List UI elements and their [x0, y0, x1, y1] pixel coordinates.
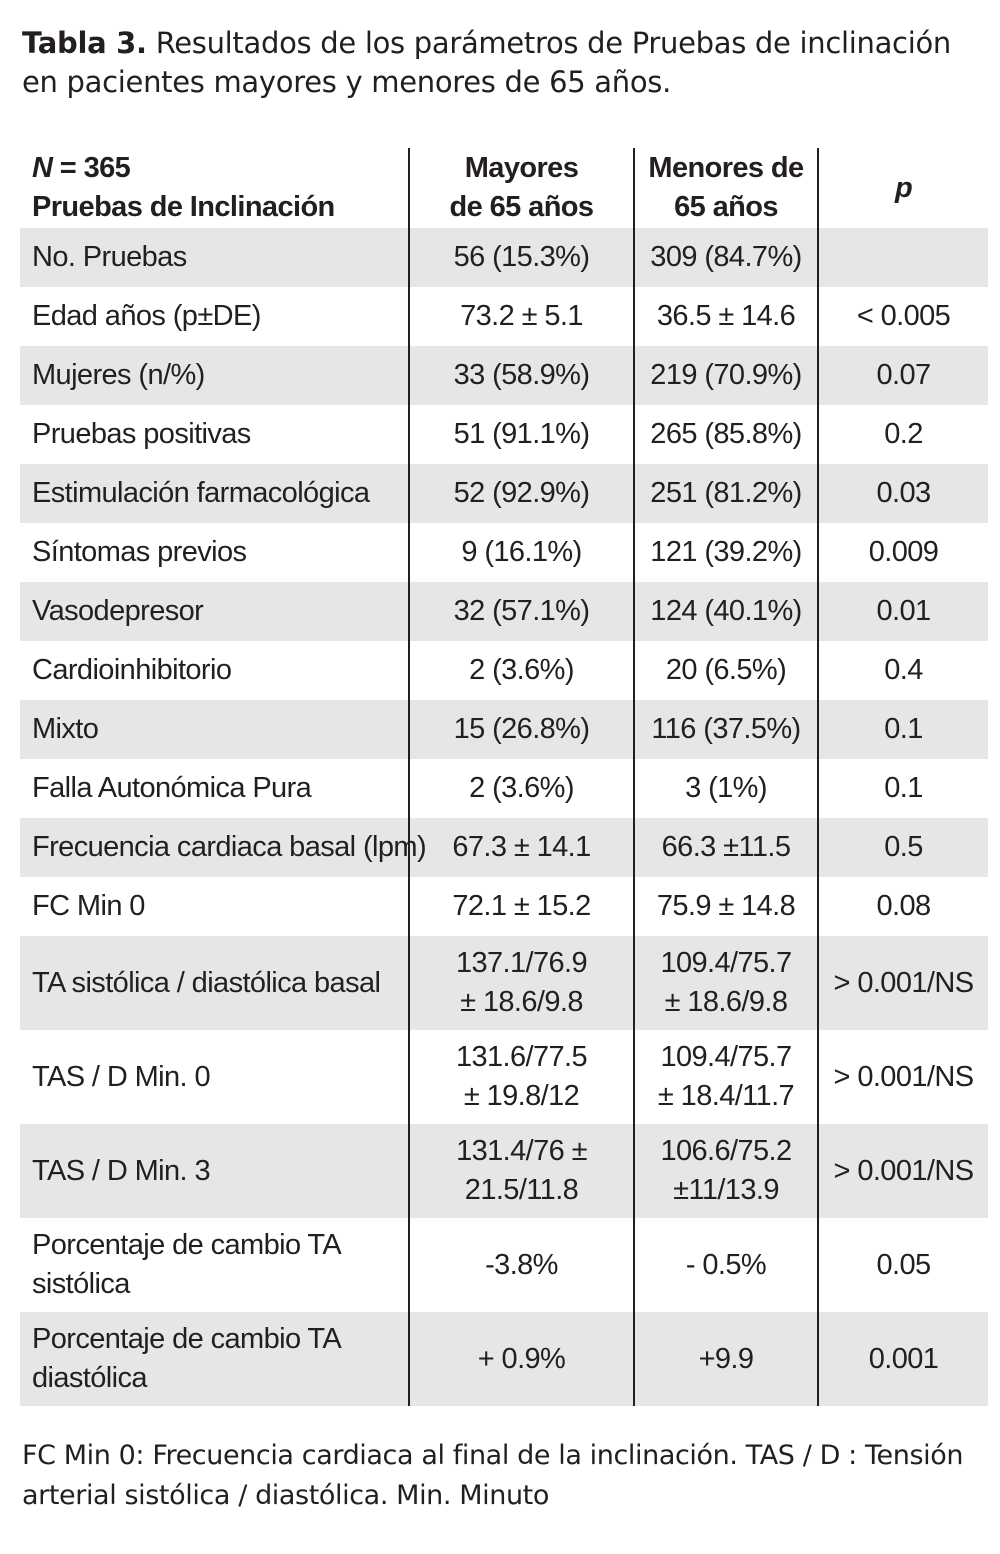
table-row	[20, 1030, 988, 1124]
table-row	[20, 464, 988, 523]
cell-menores: +9.9	[634, 1312, 818, 1406]
cell-mayores: 51 (91.1%)	[409, 405, 634, 464]
table-row	[20, 405, 988, 464]
cell-p: 0.1	[818, 700, 988, 759]
cell-mayores: 2 (3.6%)	[409, 641, 634, 700]
table-row	[20, 582, 988, 641]
cell-p: > 0.001/NS	[818, 936, 988, 1030]
cell-menores: 309 (84.7%)	[634, 228, 818, 287]
row-label: Frecuencia cardiaca basal (lpm)	[20, 818, 409, 877]
cell-p: > 0.001/NS	[818, 1030, 988, 1124]
row-label: Porcentaje de cambio TA sistólica	[32, 1229, 342, 1300]
cell-mayores: 52 (92.9%)	[409, 464, 634, 523]
table-row	[20, 759, 988, 818]
cell-p: 0.07	[818, 346, 988, 405]
cell-menores: 109.4/75.7 ± 18.4/11.7	[634, 1030, 818, 1124]
results-table	[20, 148, 988, 1406]
cell-menores: 66.3 ±11.5	[634, 818, 818, 877]
cell-menores: 20 (6.5%)	[634, 641, 818, 700]
cell-mayores: + 0.9%	[409, 1312, 634, 1406]
row-label: Mixto	[20, 700, 409, 759]
cell-mayores: -3.8%	[409, 1218, 634, 1312]
cell-mayores: 131.4/76 ± 21.5/11.8	[409, 1124, 634, 1218]
cell-mayores: 131.6/77.5 ± 19.8/12	[409, 1030, 634, 1124]
table-row	[20, 228, 988, 287]
row-label: Estimulación farmacológica	[20, 464, 409, 523]
cell-p: 0.009	[818, 523, 988, 582]
cell-mayores: 15 (26.8%)	[409, 700, 634, 759]
row-label: Vasodepresor	[20, 582, 409, 641]
cell-p: 0.2	[818, 405, 988, 464]
table-row	[20, 346, 988, 405]
cell-menores: 36.5 ± 14.6	[634, 287, 818, 346]
cell-p: > 0.001/NS	[818, 1124, 988, 1218]
cell-p: < 0.005	[818, 287, 988, 346]
cell-menores: 251 (81.2%)	[634, 464, 818, 523]
cell-mayores: 32 (57.1%)	[409, 582, 634, 641]
cell-mayores: 33 (58.9%)	[409, 346, 634, 405]
table-row	[20, 1312, 988, 1406]
header-row	[20, 148, 988, 228]
cell-mayores: 56 (15.3%)	[409, 228, 634, 287]
cell-p: 0.05	[818, 1218, 988, 1312]
cell-p: 0.03	[818, 464, 988, 523]
table-row	[20, 287, 988, 346]
row-label: Mujeres (n/%)	[20, 346, 409, 405]
cell-menores: 3 (1%)	[634, 759, 818, 818]
cell-menores: 121 (39.2%)	[634, 523, 818, 582]
cell-menores: 75.9 ± 14.8	[634, 877, 818, 936]
cell-menores: 265 (85.8%)	[634, 405, 818, 464]
row-label: Cardioinhibitorio	[32, 654, 232, 686]
caption-label: Tabla 3.	[22, 26, 147, 60]
cell-p: 0.08	[818, 877, 988, 936]
row-label: Edad años (p±DE)	[32, 300, 261, 332]
row-label: TAS / D Min. 0	[32, 1060, 210, 1093]
table-row	[20, 818, 988, 877]
table-footnote: FC Min 0: Frecuencia cardiaca al final de la inclinación. TAS / D : Tensión arterial sistólica / diastólica. Min. Minuto	[22, 1440, 964, 1511]
table-row	[20, 641, 988, 700]
row-label: FC Min 0	[32, 890, 145, 922]
cell-menores: - 0.5%	[634, 1218, 818, 1312]
header-parameter-label: Pruebas de Inclinación	[32, 191, 335, 223]
caption-text: Resultados de los parámetros de Pruebas de inclinación en pacientes mayores y menores de 65 años.	[22, 26, 951, 99]
row-label: TA sistólica / diastólica basal	[20, 936, 409, 1030]
cell-menores: 116 (37.5%)	[634, 700, 818, 759]
row-label: Pruebas positivas	[32, 418, 251, 450]
row-label: No. Pruebas	[20, 228, 409, 287]
cell-mayores: 137.1/76.9 ± 18.6/9.8	[409, 936, 634, 1030]
table-caption	[22, 24, 992, 102]
table-row	[20, 936, 988, 1030]
table-row	[20, 1218, 988, 1312]
row-label: Falla Autonómica Pura	[32, 772, 312, 804]
cell-p: 0.5	[818, 818, 988, 877]
row-label: Síntomas previos	[32, 536, 247, 568]
cell-mayores: 73.2 ± 5.1	[409, 287, 634, 346]
cell-mayores: 67.3 ± 14.1	[409, 818, 634, 877]
cell-mayores: 72.1 ± 15.2	[409, 877, 634, 936]
header-parameter	[20, 148, 409, 228]
cell-mayores: 2 (3.6%)	[409, 759, 634, 818]
cell-p: 0.001	[818, 1312, 988, 1406]
header-n: N = 365	[32, 152, 131, 184]
cell-menores: 109.4/75.7 ± 18.6/9.8	[634, 936, 818, 1030]
cell-menores: 124 (40.1%)	[634, 582, 818, 641]
table-row	[20, 877, 988, 936]
table-row	[20, 700, 988, 759]
table-row	[20, 1124, 988, 1218]
cell-menores: 106.6/75.2 ±11/13.9	[634, 1124, 818, 1218]
row-label: Porcentaje de cambio TA diastólica	[20, 1312, 409, 1406]
header-menores: Menores de 65 años	[634, 148, 818, 228]
cell-mayores: 9 (16.1%)	[409, 523, 634, 582]
row-label: TAS / D Min. 3	[20, 1124, 409, 1218]
header-p: p	[818, 148, 988, 228]
cell-p: 0.4	[818, 641, 988, 700]
table-row	[20, 523, 988, 582]
cell-menores: 219 (70.9%)	[634, 346, 818, 405]
cell-p: 0.01	[818, 582, 988, 641]
cell-p: 0.1	[818, 759, 988, 818]
cell-p	[818, 228, 988, 287]
header-mayores: Mayores de 65 años	[409, 148, 634, 228]
